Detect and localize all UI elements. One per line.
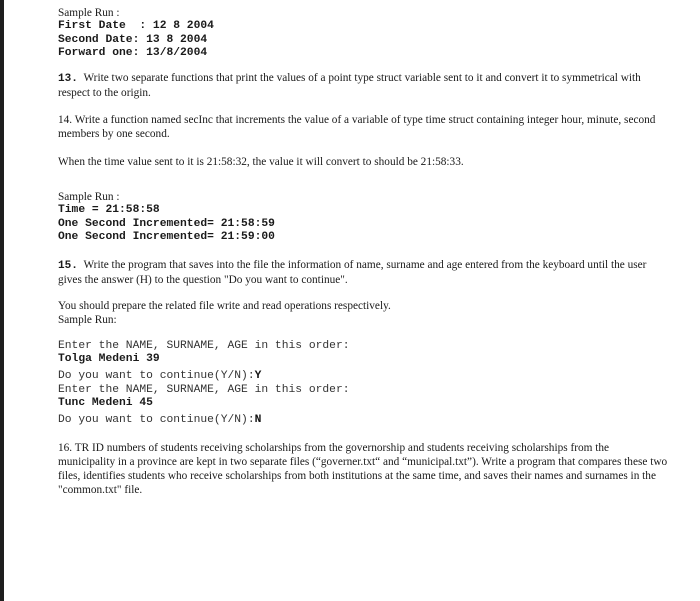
prompt-line: Enter the NAME, SURNAME, AGE in this order: [58, 340, 350, 352]
question-14-example [58, 155, 668, 169]
prompt-line: Enter the NAME, SURNAME, AGE in this order: [58, 383, 350, 396]
sample-run-1 [58, 6, 668, 61]
input-line: Tolga Medeni 39 [58, 353, 160, 365]
question-15 [58, 258, 668, 287]
sample-run-1-heading: Sample Run : [58, 7, 120, 19]
question-14 [58, 113, 668, 141]
continue-answer: Y [254, 369, 262, 382]
question-15-number: 15. [58, 260, 78, 272]
continue-label: Do you want to continue(Y/N): [58, 369, 255, 382]
question-16-text: 16. TR ID numbers of students receiving scholarships from the governorship and students receiving scholarships from the municipality in a province are kept in two separate files (“governer.txt“ and “municipal.txt”). Write a program that compares these two files, identifies students who receive scholarships from both institutions at the same time, and saves their names and surnames in the "common.txt" file. [58, 442, 668, 496]
sample-run-2 [58, 190, 668, 245]
question-16 [58, 441, 668, 497]
question-15-sample-heading: Sample Run: [58, 314, 117, 326]
continue-line [58, 369, 668, 383]
continue-line [58, 413, 668, 427]
question-15-note-text: You should prepare the related file write and read operations respectively. [58, 300, 391, 312]
left-border [0, 0, 4, 601]
sample-run-1-line: First Date : 12 8 2004 [58, 20, 214, 32]
continue-answer: N [254, 414, 262, 426]
sample-run-1-line: Forward one: 13/8/2004 [58, 47, 208, 59]
sample-run-1-line: Second Date: 13 8 2004 [58, 33, 208, 46]
question-13 [58, 71, 668, 100]
sample-run-2-line: Time = 21:58:58 [58, 204, 160, 216]
question-13-number: 13. [58, 73, 78, 85]
input-line: Tunc Medeni 45 [58, 396, 153, 409]
question-14-example-text: When the time value sent to it is 21:58:32, the value it will convert to should be 21:58:33. [58, 156, 464, 168]
continue-label: Do you want to continue(Y/N): [58, 414, 255, 426]
question-15-text: Write the program that saves into the file the information of name, surname and age entered from the keyboard until the user gives the answer (H) to the question "Do you want to continue". [58, 259, 647, 286]
question-15-note [58, 299, 668, 327]
question-13-text: Write two separate functions that print the values of a point type struct variable sent to it and convert it to symmetrical with respect to the origin. [58, 72, 641, 99]
sample-run-2-line: One Second Incremented= 21:58:59 [58, 217, 275, 230]
sample-run-2-heading: Sample Run : [58, 191, 120, 203]
question-14-text: 14. Write a function named secInc that increments the value of a variable of type time struct containing integer hour, minute, second members by one second. [58, 114, 656, 140]
question-15-sample-run [58, 339, 668, 427]
sample-run-2-line: One Second Incremented= 21:59:00 [58, 231, 275, 243]
